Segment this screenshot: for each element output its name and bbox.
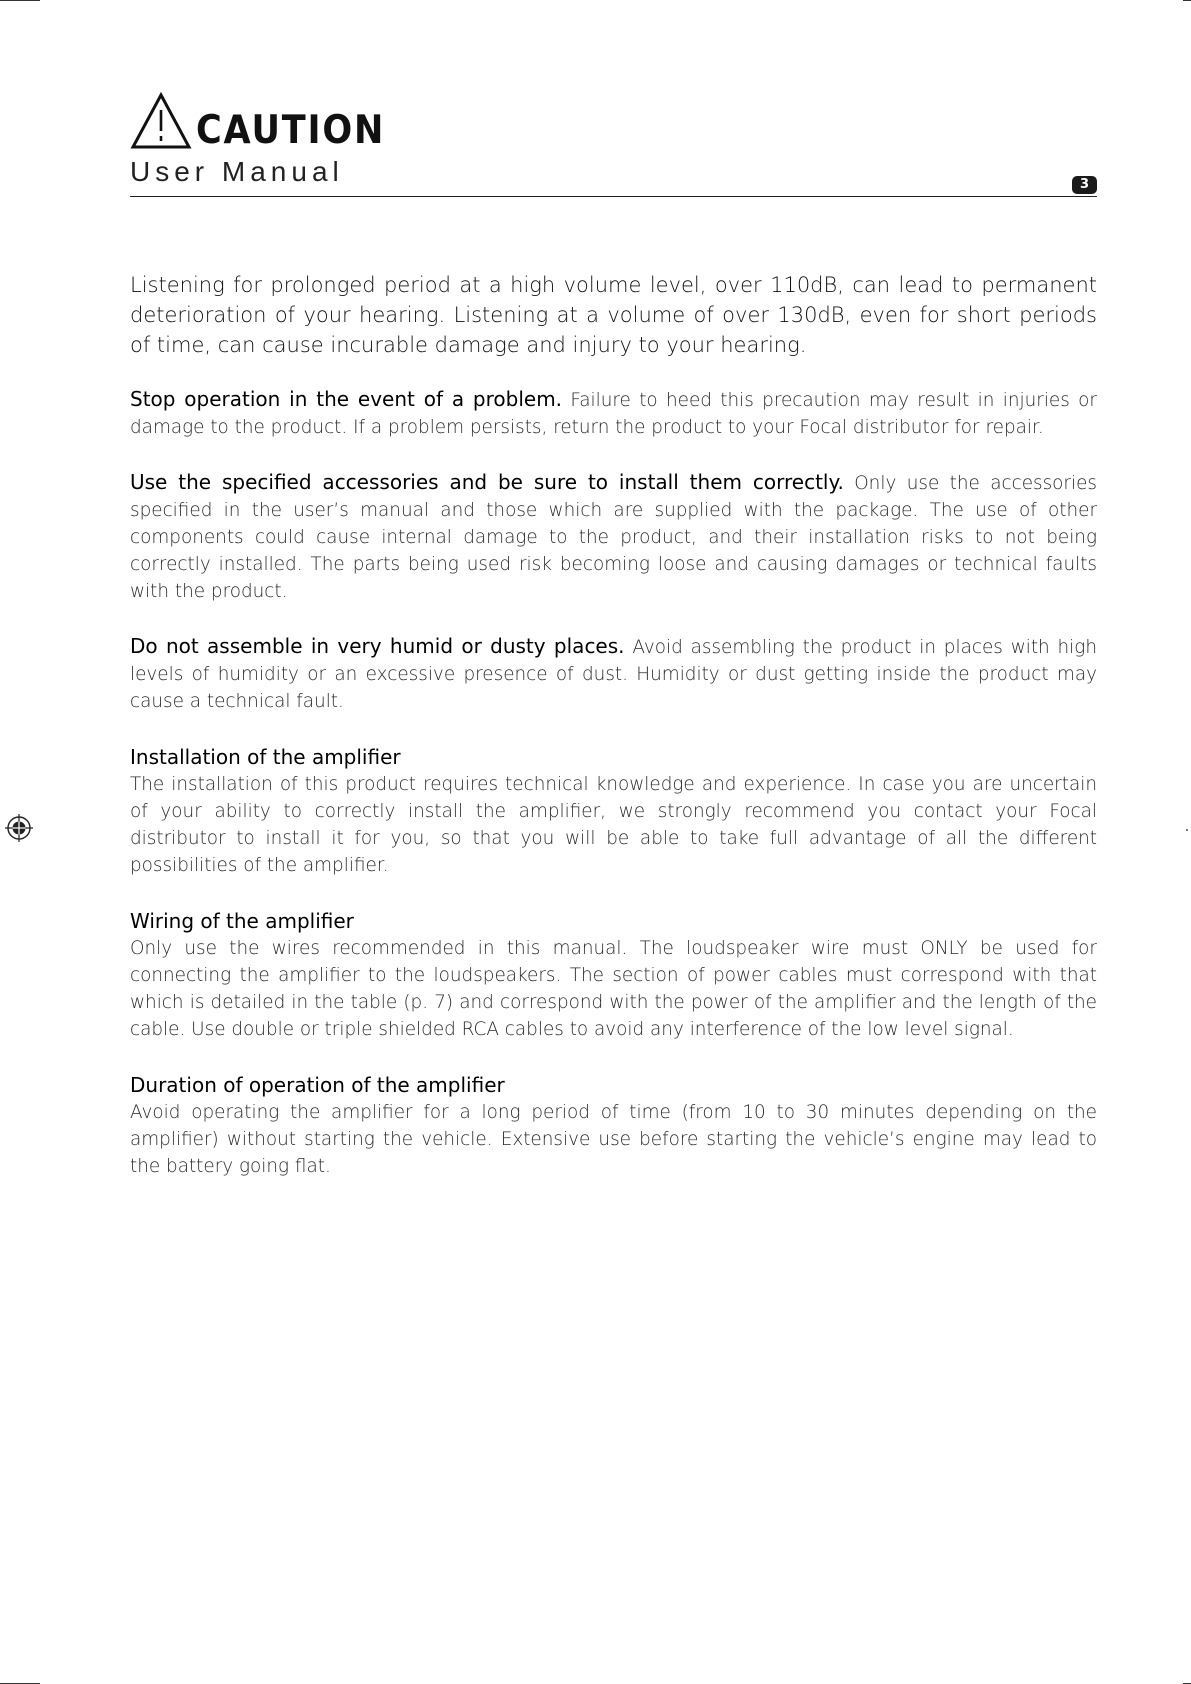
precaution-body: Failure to heed this precaution may result in injuries or damage to the product. If a problem persists, return the product to your Focal distributor for repair. xyxy=(130,390,1097,438)
page-number-badge: 3 xyxy=(1072,176,1097,194)
precaution-paragraph xyxy=(130,469,1097,605)
section-body: The installation of this product requires technical knowledge and experience. In case you are uncertain of your ability to correctly install the amplifier, we strongly recommend you contact your Focal distributor to install it for you, so that you will be able to take full advantage of all the different possibilities of the amplifier. xyxy=(130,774,1097,876)
caution-title: CAUTION xyxy=(196,108,386,153)
crop-mark-top-left xyxy=(0,0,40,1)
precaution-lead: Stop operation in the event of a problem. xyxy=(130,387,563,411)
warning-triangle-icon xyxy=(130,92,192,150)
precaution-paragraph xyxy=(130,633,1097,715)
manual-subtitle: User Manual xyxy=(130,156,344,187)
precaution-lead: Do not assemble in very humid or dusty places. xyxy=(130,634,625,658)
section-heading: Installation of the amplifier xyxy=(130,745,401,769)
section-body: Only use the wires recommended in this manual. The loudspeaker wire must ONLY be used for connecting the amplifier to the loudspeakers. The section of power cables must correspond with that which is detailed in the table (p. 7) and correspond with the power of the amplifier and the length of the cable. Use double or triple shielded RCA cables to avoid any interference of the low level signal. xyxy=(130,938,1097,1040)
document-body xyxy=(130,270,1097,1208)
header-rule xyxy=(130,196,1097,197)
precaution-body: Avoid assembling the product in places with high levels of humidity or an excessive presence of dust. Humidity or dust getting inside the product may cause a technical fault. xyxy=(130,637,1097,712)
section-installation xyxy=(130,743,1097,879)
registration-dot xyxy=(1186,829,1188,831)
section-body: Avoid operating the amplifier for a long period of time (from 10 to 30 minutes depending on the amplifier) without starting the vehicle. Extensive use before starting the vehicle’s engine may lead to the battery going flat. xyxy=(130,1102,1097,1177)
precaution-body: Only use the accessories specified in the user’s manual and those which are supplied with the package. The use of other components could cause internal damage to the product, and their installation risks to not being correctly installed. The parts being used risk becoming loose and causing damages or technical faults with the product. xyxy=(130,473,1097,602)
registration-mark-icon xyxy=(5,814,33,842)
section-duration xyxy=(130,1071,1097,1180)
section-heading: Duration of operation of the amplifier xyxy=(130,1073,505,1097)
section-heading: Wiring of the amplifier xyxy=(130,909,354,933)
intro-warning: Listening for prolonged period at a high volume level, over 110dB, can lead to permanent deterioration of your hearing. Listening at a volume of over 130dB, even for short periods of time, can cause incurable damage and injury to your hearing. xyxy=(130,273,1097,357)
section-wiring xyxy=(130,907,1097,1043)
caution-heading xyxy=(130,90,406,153)
precaution-lead: Use the specified accessories and be sure to install them correctly. xyxy=(130,470,844,494)
page-header xyxy=(130,90,1097,198)
precaution-paragraph xyxy=(130,386,1097,441)
crop-mark-right-top xyxy=(1183,0,1191,1)
